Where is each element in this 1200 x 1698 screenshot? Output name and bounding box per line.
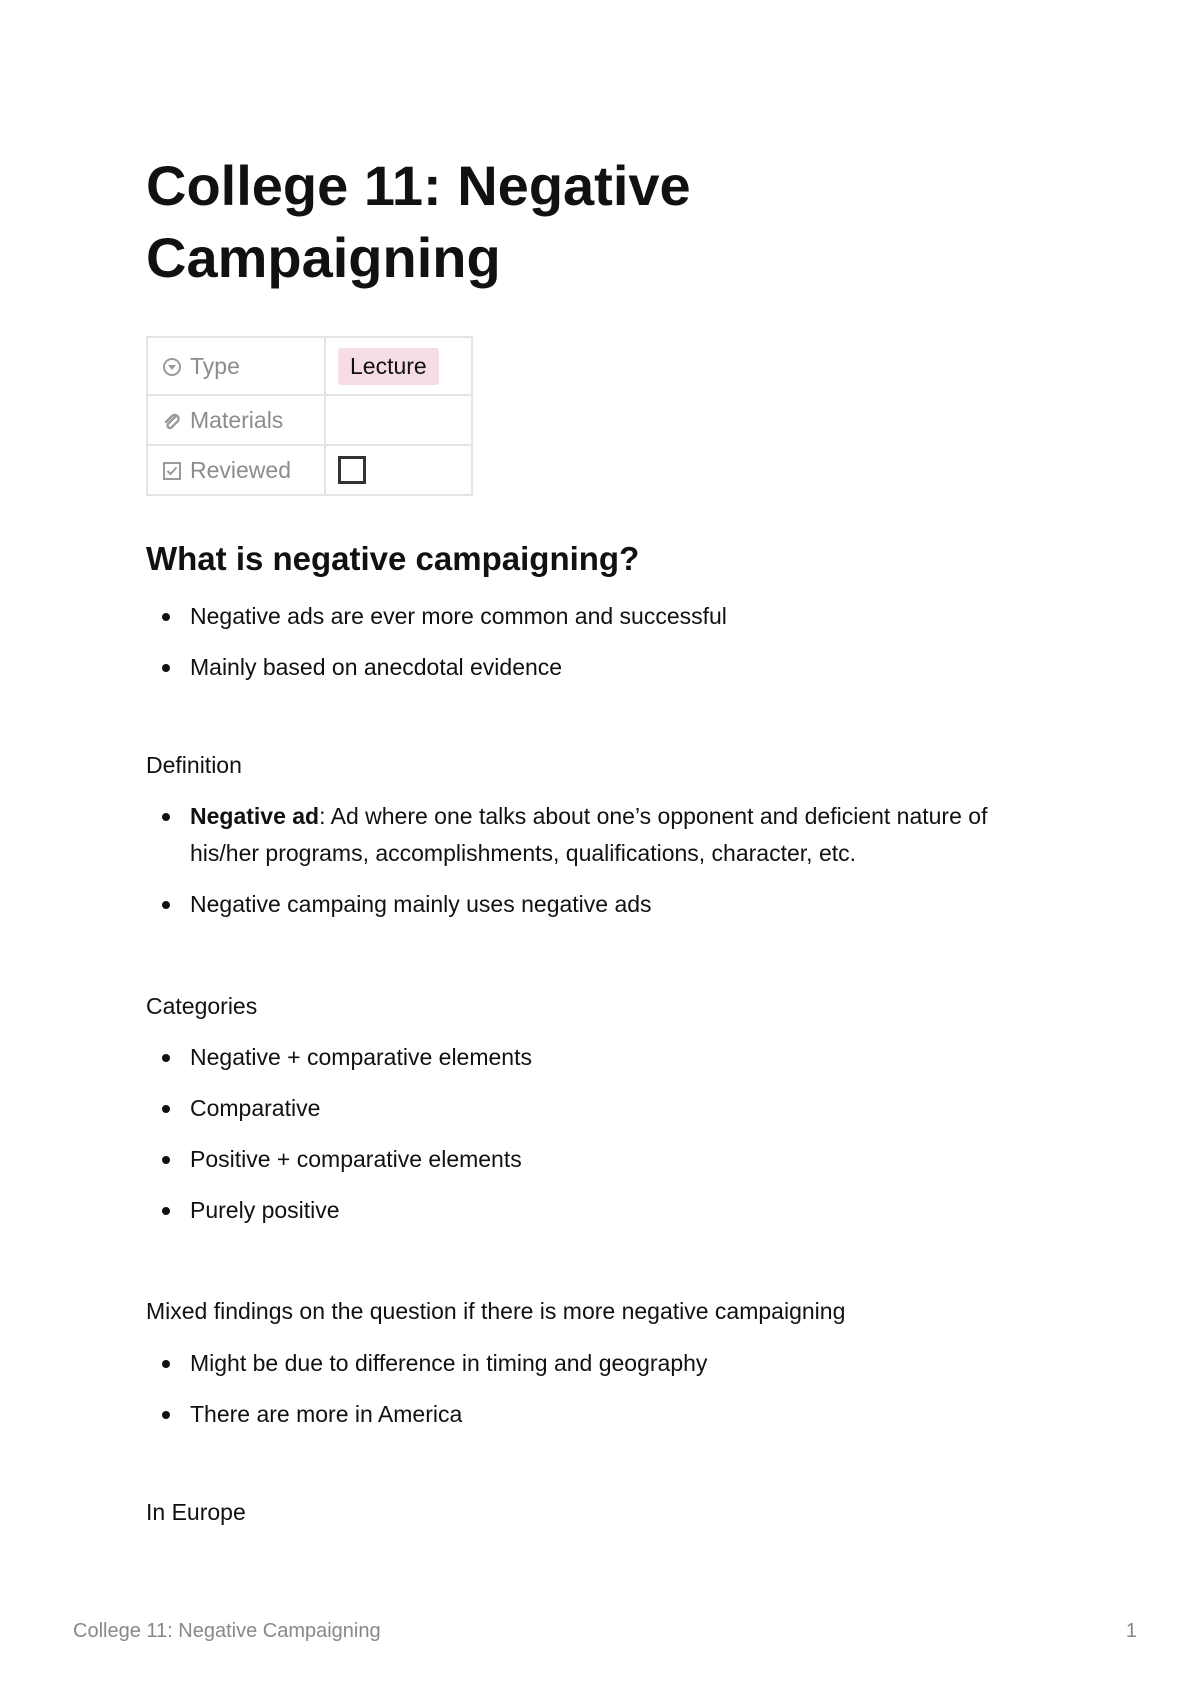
footer-title: College 11: Negative Campaigning — [73, 1620, 381, 1642]
checkbox-icon — [162, 461, 182, 481]
page-number: 1 — [1125, 1620, 1137, 1642]
categories-label: Categories — [146, 993, 258, 1019]
reviewed-checkbox[interactable] — [338, 456, 366, 484]
property-row-materials — [147, 395, 472, 445]
list-item — [146, 798, 1046, 872]
property-key-reviewed — [147, 445, 325, 495]
list-item: There are more in America — [146, 1396, 1046, 1433]
property-key-materials — [147, 395, 325, 445]
list-item: Negative ads are ever more common and successful — [146, 598, 1046, 635]
property-value-materials[interactable] — [325, 395, 472, 445]
section-heading: What is negative campaigning? — [146, 540, 640, 577]
property-label-type: Type — [190, 352, 240, 379]
property-row-reviewed — [147, 445, 472, 495]
list-item: Comparative — [146, 1090, 1046, 1127]
type-tag[interactable]: Lecture — [338, 348, 439, 385]
categories-list — [146, 1039, 1046, 1243]
list-item: Negative + comparative elements — [146, 1039, 1046, 1076]
list-item: Purely positive — [146, 1192, 1046, 1229]
property-label-reviewed: Reviewed — [190, 456, 291, 483]
definition-label: Definition — [146, 752, 242, 778]
select-icon — [162, 357, 182, 377]
properties-table — [146, 336, 473, 496]
property-label-materials: Materials — [190, 406, 284, 433]
europe-label: In Europe — [146, 1499, 246, 1525]
property-value-reviewed — [325, 445, 472, 495]
paperclip-icon — [162, 411, 182, 431]
property-value-type[interactable] — [325, 337, 472, 395]
list-item: Might be due to difference in timing and geography — [146, 1345, 1046, 1382]
list-item: Negative campaing mainly uses negative ads — [146, 886, 1046, 923]
property-row-type — [147, 337, 472, 395]
mixed-findings-label: Mixed findings on the question if there is more negative campaigning — [146, 1298, 846, 1324]
term-bold: Negative ad — [190, 803, 320, 829]
mixed-findings-list — [146, 1345, 1046, 1447]
page-title: College 11: Negative Campaigning — [146, 154, 691, 289]
list-item: Positive + comparative elements — [146, 1141, 1046, 1178]
term-text: : Ad where one talks about one’s opponent and deficient nature of his/her programs, accomplishments, qualifications, character, etc. — [190, 803, 988, 866]
definition-list — [146, 798, 1046, 937]
intro-list — [146, 598, 1046, 700]
list-item: Mainly based on anecdotal evidence — [146, 649, 1046, 686]
property-key-type — [147, 337, 325, 395]
